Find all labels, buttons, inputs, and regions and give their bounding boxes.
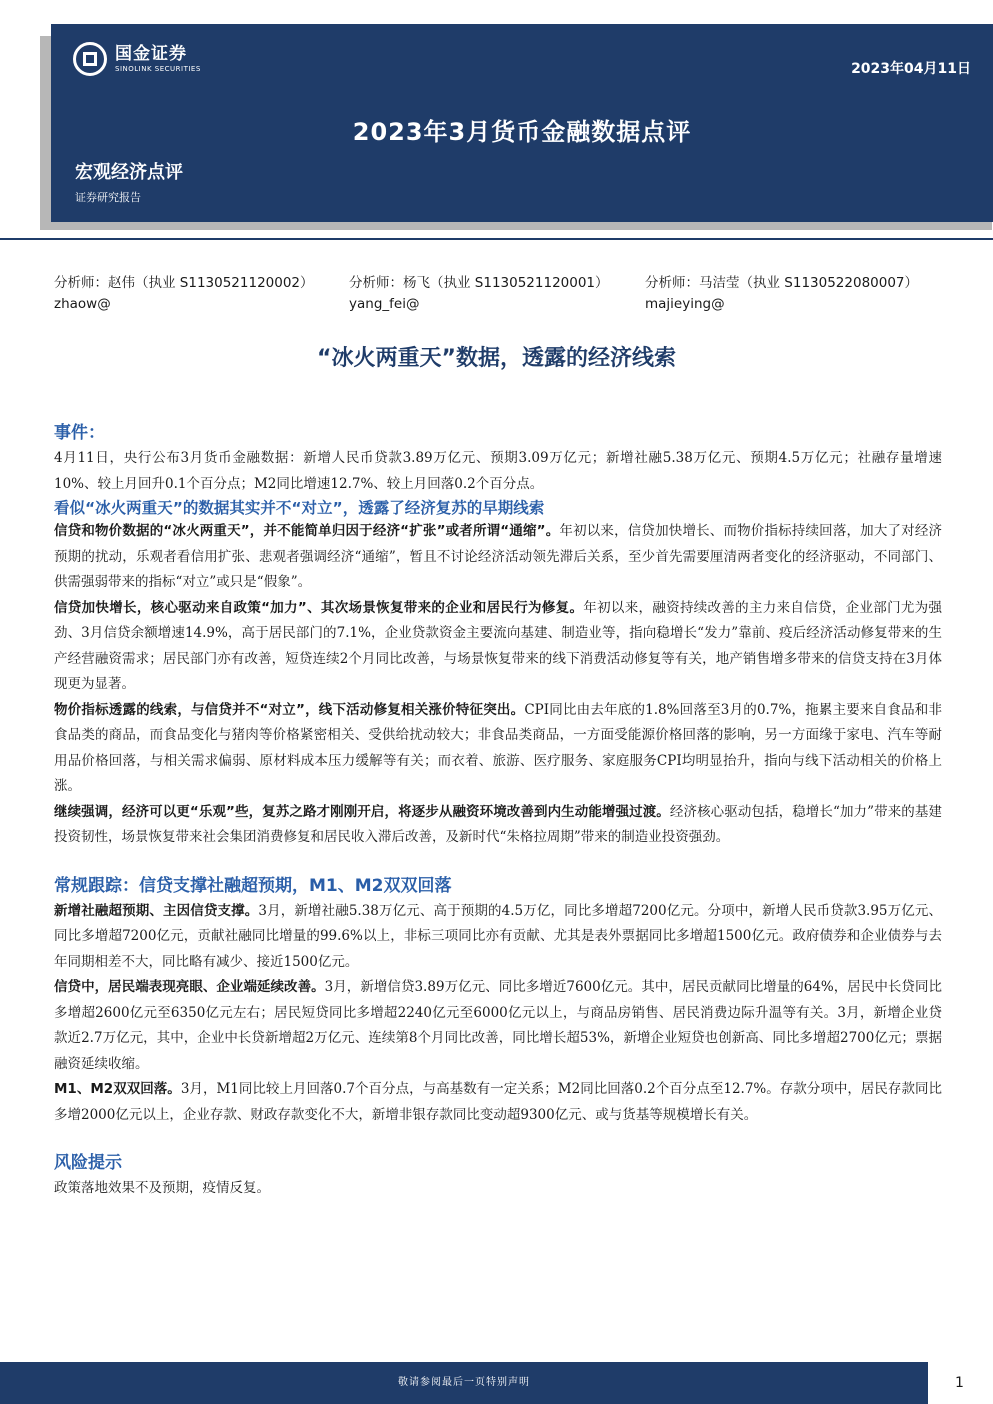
paragraph (54, 1077, 942, 1128)
paragraph-lead: 信贷中，居民端表现亮眼、企业端延续改善。 (54, 979, 325, 995)
paragraph-text: 3月，新增社融5.38万亿元、高于预期的4.5万亿，同比多增超7200亿元。分项中，新增人民币贷款3.95万亿元、同比多增超7200亿元，贡献社融同比增量的99.6%以上，非标三项同比亦有贡献、尤其是表外票据同比多增超1500亿元。政府债券和企业债券与去年同期相差不大，同比略有减少、接近1500亿元。 (54, 902, 943, 970)
paragraph (54, 519, 942, 596)
paragraph-text: CPI同比由去年底的1.8%回落至3月的0.7%，拖累主要来自食品和非食品类的商品，而食品变化与猪肉等价格紧密相关、受供给扰动较大；非食品类商品，一方面受能源价格回落的影响，另一方面缘于家电、汽车等耐用品价格回落，与相关需求偏弱、原材料成本压力缓解等有关；而衣着、旅游、医疗服务、家庭服务CPI均明显抬升，指向与线下活动相关的价格上涨。 (54, 701, 942, 794)
section2-heading: 常规跟踪：信贷支撑社融超预期，M1、M2双双回落 (54, 875, 452, 896)
page-footer (0, 1362, 993, 1404)
analyst-email[interactable]: majieying@ (645, 296, 725, 312)
paragraph (54, 899, 942, 976)
logo-cn: 国金证券 (115, 44, 187, 64)
analyst-block (645, 273, 918, 315)
analyst-email[interactable]: zhaow@ (54, 296, 111, 312)
analyst-email[interactable]: yang_fei@ (349, 296, 420, 312)
report-date: 2023年04月11日 (851, 61, 971, 77)
paragraph-lead: M1、M2双双回落。 (54, 1081, 181, 1097)
report-type: 宏观经济点评 (75, 162, 183, 183)
risk-heading: 风险提示 (54, 1153, 122, 1173)
analyst-block (349, 273, 609, 315)
event-paragraph: 4月11日，央行公布3月货币金融数据：新增人民币贷款3.89万亿元、预期3.09万亿元；新增社融5.38万亿元、预期4.5万亿元；社融存量增速10%、较上月回升0.1个百分点；M2同比增速12.7%、较上月回落0.2个百分点。 (54, 450, 942, 492)
logo-en: SINOLINK SECURITIES (115, 65, 201, 73)
paragraph-lead: 继续强调，经济可以更“乐观”些，复苏之路才刚刚开启，将逐步从融资环境改善到内生动能增强过渡。 (54, 803, 670, 820)
paragraph-text: 3月，M1同比较上月回落0.7个百分点，与高基数有一定关系；M2同比回落0.2个百分点至12.7%。存款分项中，居民存款同比多增2000亿元以上，企业存款、财政存款变化不大，新增非银存款同比变动超9300亿元、或与货基等规模增长有关。 (54, 1081, 942, 1123)
paragraph-lead: 物价指标透露的线索，与信贷并不“对立”，线下活动修复相关涨价特征突出。 (54, 701, 525, 718)
paragraph (54, 698, 942, 800)
paragraph (54, 975, 942, 1077)
analyst-line: 分析师：赵伟（执业 S1130521120002） (54, 275, 314, 291)
paragraph-text: 经济核心驱动包括，稳增长“加力”带来的基建投资韧性，场景恢复带来社会集团消费修复和居民收入滞后改善，及新时代“朱格拉周期”带来的制造业投资强劲。 (54, 803, 942, 845)
paragraph (54, 800, 942, 851)
logo-icon (73, 42, 107, 76)
company-logo (73, 42, 201, 76)
section1-heading: 看似“冰火两重天”的数据其实并不“对立”，透露了经济复苏的早期线索 (54, 499, 545, 517)
paragraph-lead: 信贷和物价数据的“冰火两重天”，并不能简单归因于经济“扩张”或者所谓“通缩”。 (54, 523, 560, 539)
paragraph (54, 596, 942, 698)
paragraph-lead: 信贷加快增长，核心驱动来自政策“加力”、其次场景恢复带来的企业和居民行为修复。 (54, 599, 584, 616)
footer-disclaimer: 敬请参阅最后一页特别声明 (0, 1362, 928, 1404)
analyst-block (54, 273, 314, 315)
paragraph-text: 年初以来，信贷加快增长、而物价指标持续回落，加大了对经济预期的扰动，乐观者看信用扩张、悲观者强调经济“通缩”，暂且不讨论经济活动领先滞后关系，至少首先需要厘清两者变化的经济驱动，不同部门、供需强弱带来的指标“对立”或只是“假象”。 (54, 523, 943, 590)
report-body (54, 420, 942, 1202)
analyst-line: 分析师：杨飞（执业 S1130521120001） (349, 275, 609, 291)
paragraph-text: 3月，新增信贷3.89万亿元、同比多增近7600亿元。其中，居民贡献同比增量的64%，居民中长贷同比多增超2600亿元至6350亿元左右；居民短贷同比多增超2240亿元至6000亿元以上，与商品房销售、居民消费边际升温等有关。3月，新增企业贷款近2.7万亿元，其中，企业中长贷新增超2万亿元、连续第8个月同比改善，同比增长超53%，新增企业短贷也创新高、同比多增超2700亿元；票据融资延续收缩。 (54, 979, 942, 1072)
event-heading: 事件： (54, 423, 105, 443)
page-number: 1 (955, 1375, 964, 1391)
headline: “冰火两重天”数据，透露的经济线索 (317, 346, 676, 371)
paragraph-text: 年初以来，融资持续改善的主力来自信贷，企业部门尤为强劲、3月信贷余额增速14.9%，高于居民部门的7.1%，企业贷款资金主要流向基建、制造业等，指向稳增长“发力”靠前、疫后经济活动修复带来的生产经营融资需求；居民部门亦有改善，短贷连续2个月同比改善，与场景恢复带来的线下消费活动修复等有关，地产销售增多带来的信贷支持在3月体现更为显著。 (54, 599, 942, 692)
header-divider (0, 238, 993, 240)
risk-paragraph: 政策落地效果不及预期，疫情反复。 (54, 1180, 270, 1196)
paragraph-lead: 新增社融超预期、主因信贷支撑。 (54, 902, 259, 919)
report-title: 2023年3月货币金融数据点评 (352, 118, 692, 146)
header-banner (51, 24, 993, 222)
report-subtype: 证券研究报告 (75, 191, 141, 204)
analyst-line: 分析师：马洁莹（执业 S1130522080007） (645, 275, 919, 291)
